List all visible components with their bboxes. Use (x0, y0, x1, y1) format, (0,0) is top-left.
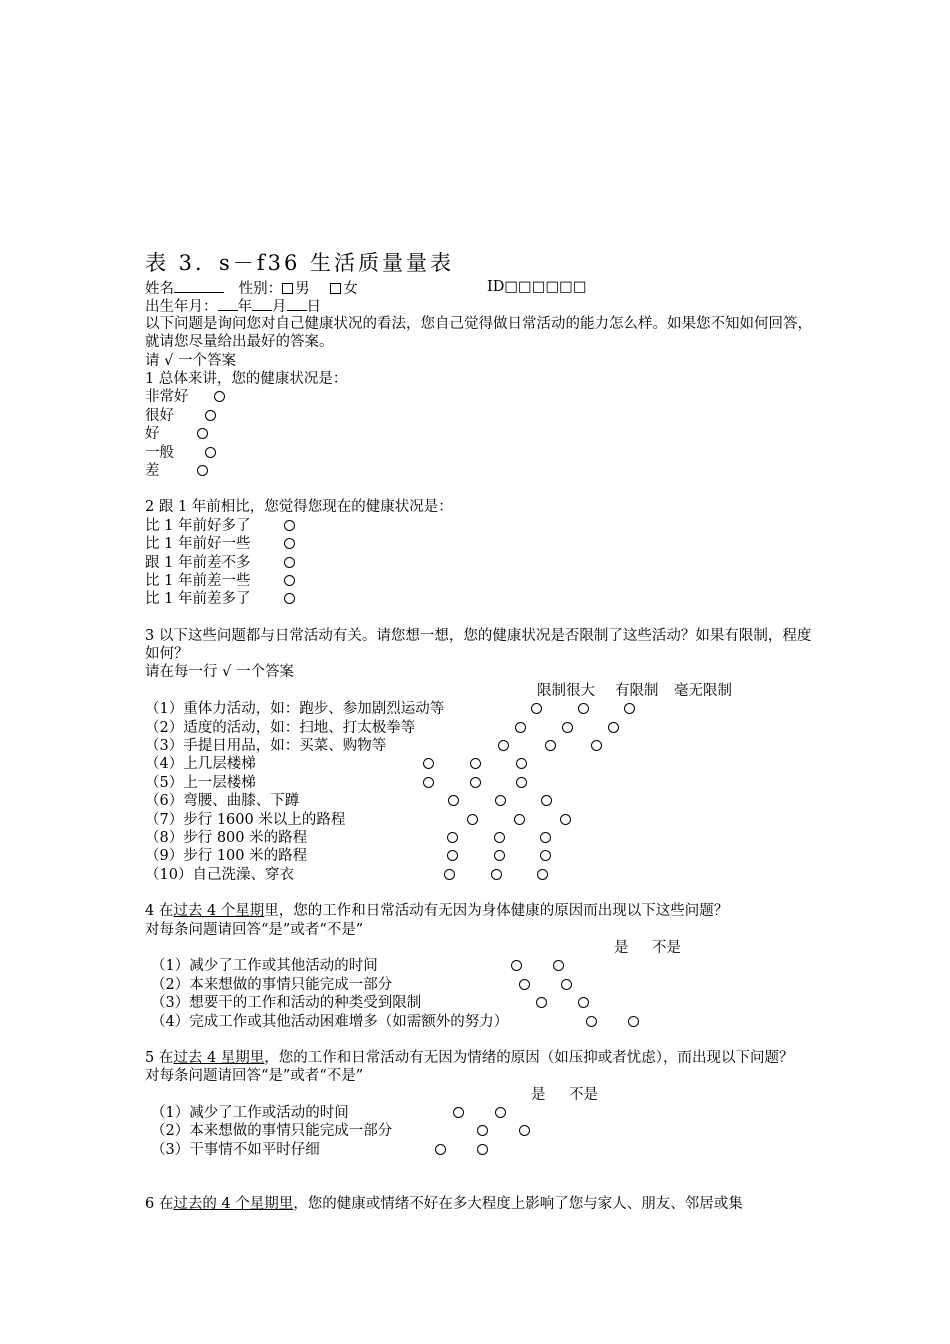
radio-circle[interactable] (447, 832, 458, 843)
column-header: 是 (614, 939, 629, 956)
female-label: 女 (343, 281, 358, 297)
radio-circle[interactable] (491, 869, 502, 880)
radio-circle[interactable] (477, 1144, 488, 1155)
q5-column-headers (145, 1086, 815, 1104)
radio-circle[interactable] (531, 703, 542, 714)
q1-option (145, 425, 815, 443)
radio-circle[interactable] (435, 1144, 446, 1155)
q5-underlined: 过去 4 星期里 (173, 1049, 265, 1066)
q6-prefix: 6 在 (145, 1196, 174, 1213)
q1-option (145, 462, 815, 480)
radio-circle[interactable] (536, 997, 547, 1008)
row-label: （3）想要干的工作和活动的种类受到限制 (151, 995, 422, 1012)
option-label: 很好 (145, 407, 174, 424)
radio-circle[interactable] (560, 814, 571, 825)
radio-circle[interactable] (561, 979, 572, 990)
row-label: （5）上一层楼梯 (145, 774, 256, 791)
option-label: 比 1 年前差一些 (145, 572, 251, 589)
id-field[interactable]: ID□□□□□□ (487, 279, 587, 295)
q1-option (145, 388, 815, 406)
q3-row (145, 737, 815, 755)
radio-circle[interactable] (495, 1107, 506, 1118)
q3-row (145, 829, 815, 847)
option-label: 好 (145, 426, 160, 443)
radio-circle[interactable] (545, 740, 556, 751)
radio-circle[interactable] (423, 758, 434, 769)
birth-row (145, 296, 815, 314)
q6-question (145, 1195, 815, 1213)
column-header: 限制很大 (537, 682, 595, 699)
radio-circle[interactable] (511, 960, 522, 971)
q4-row (145, 994, 815, 1012)
column-header: 不是 (569, 1086, 598, 1103)
radio-circle[interactable] (519, 1125, 530, 1136)
q2-question: 2 跟 1 年前相比，您觉得您现在的健康状况是： (145, 499, 453, 516)
radio-circle[interactable] (586, 1016, 597, 1027)
q3-row (145, 719, 815, 737)
row-label: （6）弯腰、曲膝、下蹲 (145, 793, 300, 810)
radio-circle[interactable] (477, 1125, 488, 1136)
radio-circle[interactable] (494, 850, 505, 861)
row-label: （2）适度的活动，如：扫地、打太极拳等 (145, 719, 416, 736)
name-label: 姓名 (145, 281, 174, 297)
radio-circle[interactable] (498, 740, 509, 751)
row-label: （10）自己洗澡、穿衣 (145, 866, 294, 883)
radio-circle[interactable] (515, 722, 526, 733)
q4-row (145, 976, 815, 994)
female-checkbox[interactable] (330, 283, 341, 294)
radio-circle[interactable] (624, 703, 635, 714)
row-label: （4）上几层楼梯 (145, 756, 256, 773)
row-label: （9）步行 100 米的路程 (145, 848, 308, 865)
q6-suffix: ，您的健康或情绪不好在多大程度上影响了您与家人、朋友、邻居或集 (293, 1196, 743, 1213)
option-label: 比 1 年前好一些 (145, 536, 251, 553)
q4-question (145, 902, 815, 920)
radio-circle[interactable] (540, 850, 551, 861)
q1-option (145, 444, 815, 462)
radio-circle[interactable] (197, 465, 208, 476)
radio-circle[interactable] (578, 703, 589, 714)
radio-circle[interactable] (444, 869, 455, 880)
radio-circle[interactable] (591, 740, 602, 751)
q4-prefix: 4 在 (145, 903, 174, 920)
q5-prefix: 5 在 (145, 1049, 174, 1066)
male-checkbox[interactable] (282, 283, 293, 294)
day-blank[interactable] (287, 296, 307, 311)
q4-row (145, 1013, 815, 1031)
option-label: 一般 (145, 444, 174, 461)
birth-label: 出生年月： (145, 299, 218, 316)
radio-circle[interactable] (537, 869, 548, 880)
q3-row (145, 700, 815, 718)
q5-row (145, 1122, 815, 1140)
q5-question (145, 1049, 815, 1067)
q5-instruction: 对每条问题请回答“是”或者“不是” (145, 1068, 364, 1085)
radio-circle[interactable] (205, 410, 216, 421)
radio-circle[interactable] (214, 391, 225, 402)
radio-circle[interactable] (453, 1107, 464, 1118)
row-label: （2）本来想做的事情只能完成一部分 (151, 976, 393, 993)
column-header: 不是 (652, 939, 681, 956)
option-label: 比 1 年前好多了 (145, 517, 251, 534)
radio-circle[interactable] (578, 997, 589, 1008)
q2-option (145, 590, 815, 608)
q5-row (145, 1104, 815, 1122)
row-label: （8）步行 800 米的路程 (145, 830, 308, 846)
column-header: 是 (531, 1086, 546, 1103)
q5-suffix: ，您的工作和日常活动有无因为情绪的原因（如压抑或者忧虑），而出现以下问题？ (264, 1049, 794, 1066)
radio-circle[interactable] (494, 832, 505, 843)
q4-column-headers (145, 939, 815, 957)
radio-circle[interactable] (495, 795, 506, 806)
q2-option (145, 535, 815, 553)
row-label: （3）干事情不如平时仔细 (151, 1141, 320, 1158)
month-label: 月 (272, 299, 287, 316)
name-blank[interactable] (174, 278, 224, 293)
gender-label: 性别： (238, 281, 283, 297)
year-blank[interactable] (218, 296, 238, 311)
day-label: 日 (306, 299, 321, 316)
radio-circle[interactable] (467, 814, 478, 825)
row-label: （1）减少了工作或活动的时间 (151, 1105, 349, 1122)
row-label: （4）完成工作或其他活动困难增多（如需额外的努力） (151, 1013, 509, 1030)
q3-row (145, 847, 815, 865)
q3-row (145, 866, 815, 884)
q5-row (145, 1141, 815, 1159)
option-label: 差 (145, 462, 160, 479)
row-label: （1）减少了工作或其他活动的时间 (151, 958, 378, 975)
radio-circle[interactable] (516, 777, 527, 788)
q1-question: 1 总体来讲，您的健康状况是： (145, 370, 348, 387)
q4-instruction: 对每条问题请回答“是”或者“不是” (145, 921, 364, 938)
row-label: （2）本来想做的事情只能完成一部分 (151, 1123, 393, 1140)
radio-circle[interactable] (562, 722, 573, 733)
radio-circle[interactable] (284, 520, 295, 531)
radio-circle[interactable] (516, 758, 527, 769)
q2-option (145, 517, 815, 535)
column-header: 有限制 (615, 682, 659, 699)
row-label: （7）步行 1600 米以上的路程 (145, 811, 346, 828)
q2-option (145, 554, 815, 572)
questionnaire-page (145, 250, 815, 1214)
radio-circle[interactable] (470, 758, 481, 769)
form-title: 表 3．s－f36 生活质量量表 (145, 251, 454, 275)
q3-question: 3 以下这些问题都与日常活动有关。请您想一想，您的健康状况是否限制了这些活动？如果有限制，程度如何？ (145, 627, 812, 663)
instruction-text: 请 √ 一个答案 (145, 352, 236, 369)
radio-circle[interactable] (197, 428, 208, 439)
radio-circle[interactable] (423, 777, 434, 788)
radio-circle[interactable] (470, 777, 481, 788)
radio-circle[interactable] (541, 795, 552, 806)
radio-circle[interactable] (514, 814, 525, 825)
q4-suffix: 里，您的工作和日常活动有无因为身体健康的原因而出现以下这些问题？ (264, 903, 729, 920)
option-label: 非常好 (145, 389, 189, 406)
q3-row (145, 811, 815, 829)
radio-circle[interactable] (447, 850, 458, 861)
q1-option (145, 407, 815, 425)
radio-circle[interactable] (284, 575, 295, 586)
intro-text: 以下问题是询问您对自己健康状况的看法，您自己觉得做日常活动的能力怎么样。如果您不知如何回答，就请您尽量给出最好的答案。 (145, 315, 812, 351)
radio-circle[interactable] (540, 832, 551, 843)
radio-circle[interactable] (628, 1016, 639, 1027)
row-label: （3）手提日用品，如：买菜、购物等 (145, 738, 387, 755)
column-header: 毫无限制 (674, 682, 732, 699)
radio-circle[interactable] (448, 795, 459, 806)
male-label: 男 (295, 281, 310, 297)
radio-circle[interactable] (553, 960, 564, 971)
q4-underlined: 过去 4 个星期 (173, 903, 265, 920)
name-gender-row (145, 278, 815, 296)
q3-row (145, 755, 815, 773)
radio-circle[interactable] (608, 722, 619, 733)
q3-row (145, 774, 815, 792)
row-label: （1）重体力活动，如：跑步、参加剧烈运动等 (145, 701, 445, 718)
q4-row (145, 957, 815, 975)
q2-option (145, 572, 815, 590)
radio-circle[interactable] (284, 593, 295, 604)
q3-column-headers (145, 682, 815, 700)
radio-circle[interactable] (284, 557, 295, 568)
radio-circle[interactable] (519, 979, 530, 990)
q3-instruction: 请在每一行 √ 一个答案 (145, 664, 294, 681)
option-label: 跟 1 年前差不多 (145, 554, 251, 571)
radio-circle[interactable] (205, 447, 216, 458)
radio-circle[interactable] (284, 538, 295, 549)
month-blank[interactable] (252, 296, 272, 311)
year-label: 年 (237, 299, 252, 316)
q3-row (145, 792, 815, 810)
q6-underlined: 过去的 4 个星期里 (173, 1196, 294, 1213)
option-label: 比 1 年前差多了 (145, 591, 251, 608)
